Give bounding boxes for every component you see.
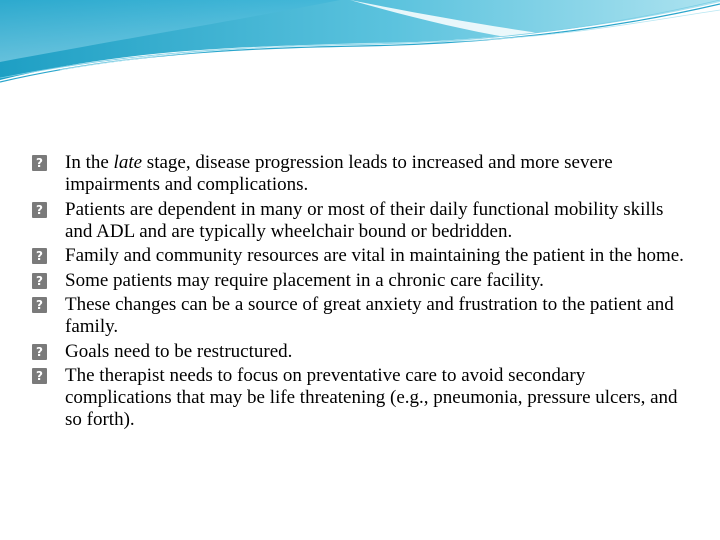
bullet-list [32, 152, 692, 434]
bullet-marker-icon: ? [32, 248, 47, 264]
bullet-text: Goals need to be restructured. [65, 340, 293, 362]
bullet-item [32, 245, 692, 267]
bullet-text: The therapist needs to focus on preventative care to avoid secondary complications that may be life threatening (e.g., pneumonia, pressure ulcers, and so forth). [65, 365, 678, 430]
bullet-marker-icon: ? [32, 297, 47, 313]
bullet-marker-icon: ? [32, 344, 47, 360]
bullet-text: Family and community resources are vital in maintaining the patient in the home. [65, 245, 684, 266]
bullet-item [32, 270, 692, 292]
bullet-item [32, 152, 692, 196]
bullet-emphasis: late [113, 152, 143, 173]
bullet-item [32, 365, 692, 431]
bullet-marker-icon: ? [32, 368, 47, 384]
bullet-marker-icon: ? [32, 155, 47, 171]
bullet-item [32, 294, 692, 338]
bullet-text: Patients are dependent in many or most of their daily functional mobility skills and ADL and are typically wheelchair bound or bedridden. [65, 198, 664, 242]
bullet-marker-icon: ? [32, 273, 47, 289]
bullet-item [32, 341, 692, 363]
bullet-item [32, 199, 692, 243]
header-wave-decoration [0, 0, 720, 110]
bullet-text: Some patients may require placement in a chronic care facility. [65, 269, 544, 291]
bullet-text: In the [65, 152, 114, 173]
bullet-marker-icon: ? [32, 202, 47, 218]
bullet-text-continued: stage, disease progression leads to increased and more severe impairments and complications. [65, 152, 613, 195]
bullet-text: These changes can be a source of great anxiety and frustration to the patient and family. [65, 294, 674, 337]
